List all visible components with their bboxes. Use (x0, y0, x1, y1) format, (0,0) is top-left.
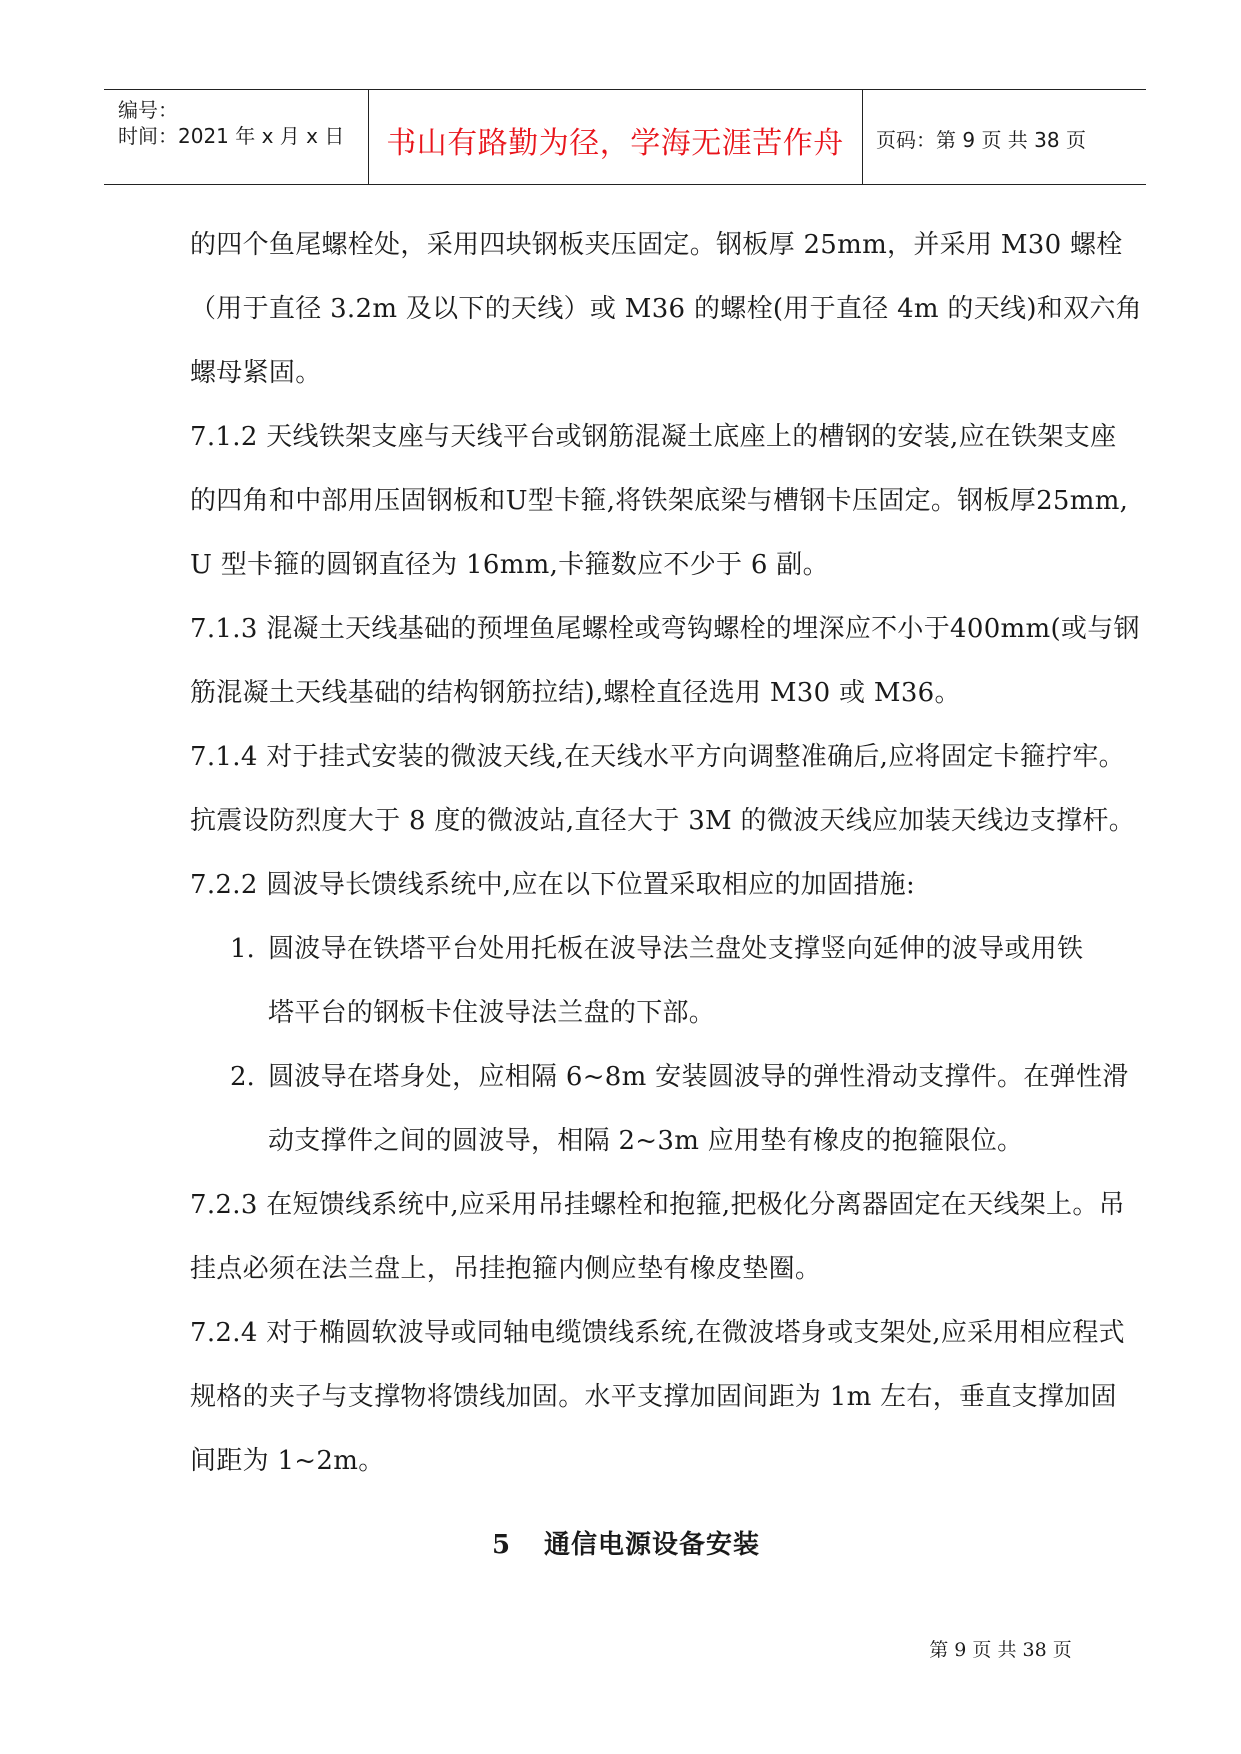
body-line: 的四角和中部用压固钢板和U型卡箍,将铁架底梁与槽钢卡压固定。钢板厚25mm, (190, 486, 1129, 516)
header-right-cell (862, 90, 1146, 184)
body-line: 间距为 1~2m。 (190, 1446, 385, 1476)
body-line: 7.2.2 圆波导长馈线系统中,应在以下位置采取相应的加固措施: (190, 870, 916, 900)
header-page-info: 页码：第 9 页 共 38 页 (876, 128, 1086, 152)
page-header (104, 89, 1146, 185)
list-item-text: 圆波导在塔身处，应相隔 6~8m 安装圆波导的弹性滑动支撑件。在弹性滑 (268, 1062, 1129, 1092)
section-number: 5 (492, 1530, 511, 1560)
body-line: 7.2.3 在短馈线系统中,应采用吊挂螺栓和抱箍,把极化分离器固定在天线架上。吊 (190, 1190, 1125, 1220)
list-item-text: 动支撑件之间的圆波导，相隔 2~3m 应用垫有橡皮的抱箍限位。 (268, 1126, 1024, 1156)
body-line: 螺母紧固。 (190, 358, 322, 388)
body-line: U 型卡箍的圆钢直径为 16mm,卡箍数应不少于 6 副。 (190, 550, 829, 580)
list-item-text: 圆波导在铁塔平台处用托板在波导法兰盘处支撑竖向延伸的波导或用铁 (268, 934, 1084, 964)
list-item-text: 塔平台的钢板卡住波导法兰盘的下部。 (268, 998, 716, 1028)
number-label: 编号： (118, 98, 178, 122)
body-line: 规格的夹子与支撑物将馈线加固。水平支撑加固间距为 1m 左右，垂直支撑加固 (190, 1382, 1117, 1412)
body-line: 的四个鱼尾螺栓处，采用四块钢板夹压固定。钢板厚 25mm，并采用 M30 螺栓 (190, 230, 1123, 260)
header-motto: 书山有路勤为径，学海无涯苦作舟 (386, 126, 844, 161)
list-item-number: 2. (230, 1062, 255, 1092)
body-line: （用于直径 3.2m 及以下的天线）或 M36 的螺栓(用于直径 4m 的天线)和双六角 (190, 294, 1142, 324)
body-line: 挂点必须在法兰盘上，吊挂抱箍内侧应垫有橡皮垫圈。 (190, 1254, 822, 1284)
body-line: 抗震设防烈度大于 8 度的微波站,直径大于 3M 的微波天线应加装天线边支撑杆。 (190, 806, 1136, 836)
time-label: 时间：2021 年 x 月 x 日 (118, 124, 345, 148)
page-footer: 第 9 页 共 38 页 (929, 1639, 1072, 1661)
body-line: 7.1.4 对于挂式安装的微波天线,在天线水平方向调整准确后,应将固定卡箍拧牢。 (190, 742, 1125, 772)
body-line: 7.2.4 对于椭圆软波导或同轴电缆馈线系统,在微波塔身或支架处,应采用相应程式 (190, 1318, 1125, 1348)
body-line: 7.1.2 天线铁架支座与天线平台或钢筋混凝土底座上的槽钢的安装,应在铁架支座 (190, 422, 1117, 452)
body-line: 筋混凝土天线基础的结构钢筋拉结),螺栓直径选用 M30 或 M36。 (190, 678, 961, 708)
list-item-number: 1. (230, 934, 255, 964)
header-left-cell (104, 90, 369, 184)
header-center-cell (368, 90, 863, 184)
body-line: 7.1.3 混凝土天线基础的预埋鱼尾螺栓或弯钩螺栓的埋深应不小于400mm(或与钢 (190, 614, 1140, 644)
section-title: 通信电源设备安装 (544, 1530, 761, 1560)
